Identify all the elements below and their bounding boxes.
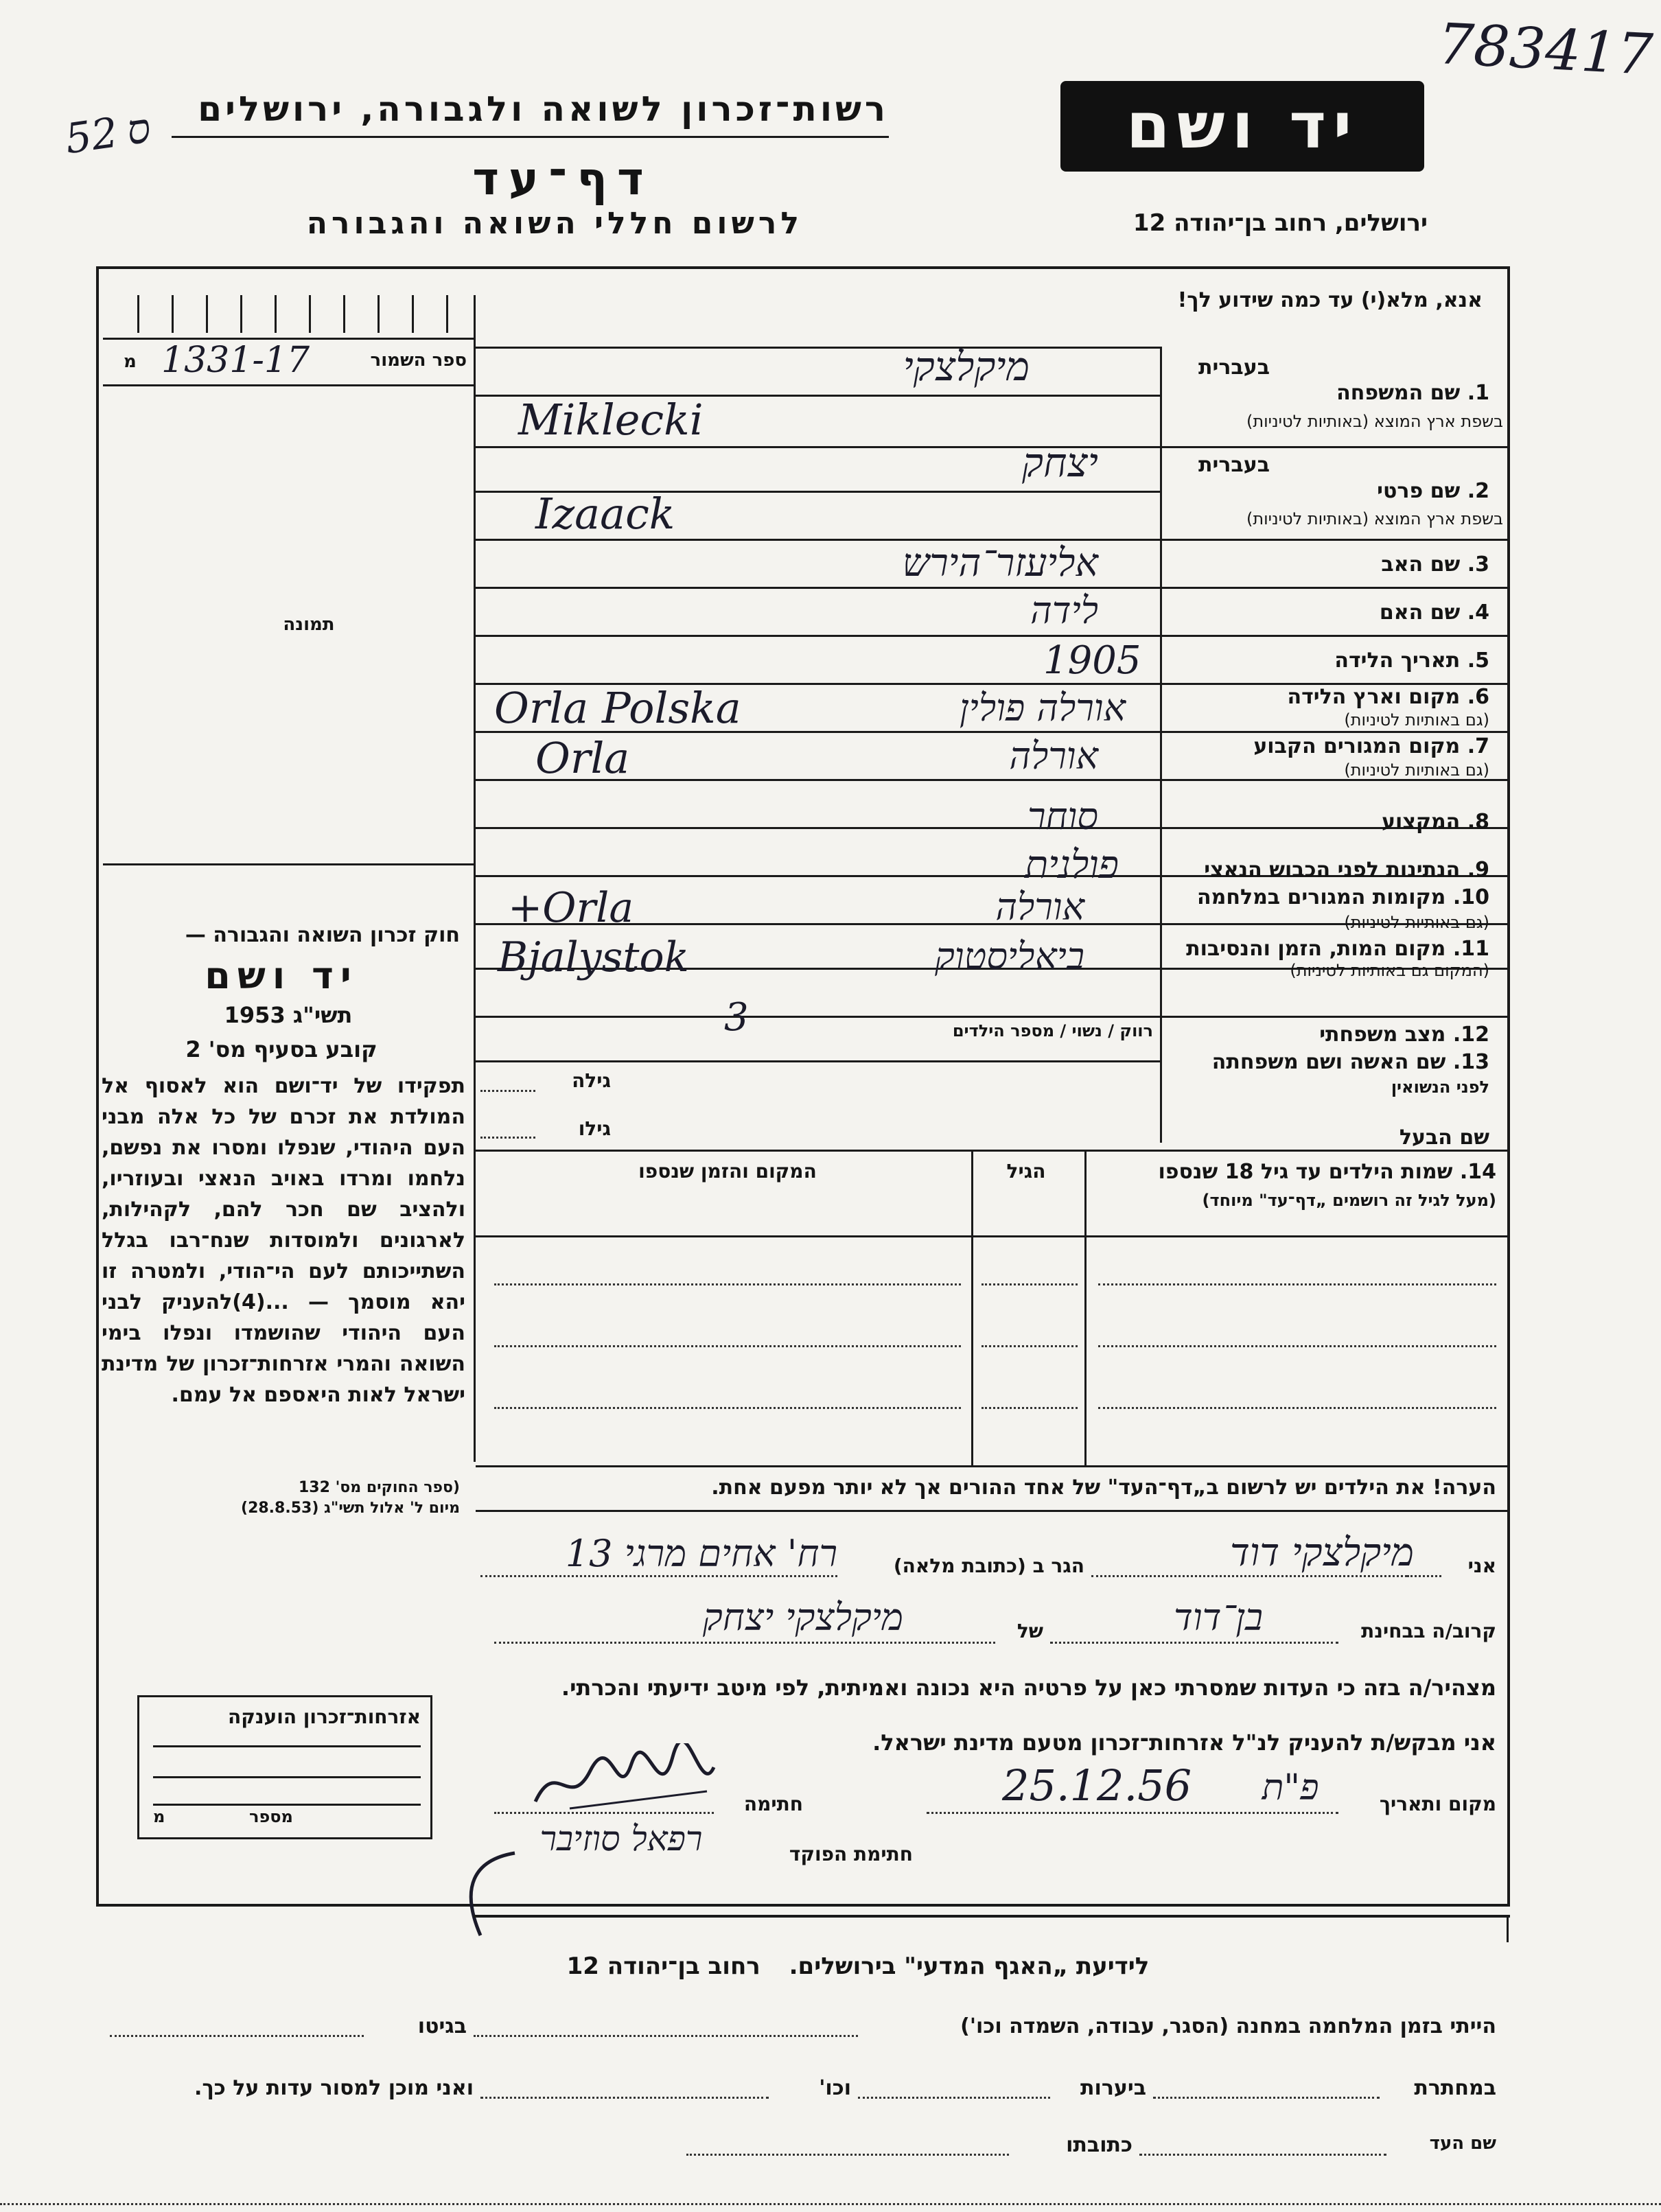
- children-table-top: [476, 1150, 1509, 1152]
- page-bottom-rule: [0, 2203, 1661, 2205]
- footer-info: [480, 1953, 1235, 1980]
- witness-relation: בן־דוד: [1173, 1596, 1264, 1639]
- field-3-name: שם האב: [1381, 552, 1461, 577]
- field-9-label: [1167, 858, 1489, 882]
- field-2-name: שם פרטי: [1377, 479, 1461, 503]
- field-2-num: 2.: [1467, 479, 1489, 503]
- field-5-num: 5.: [1467, 649, 1489, 673]
- sidebar-body: תפקידו של יד־ושם הוא לאסוף אל המולדת את זכרם של כל אלה מבני העם היהודי, שנפלו ומסרו את נפשם, נלחמו ומרדו באויב הנאצי ובעוזריו, ולהציב שם חכר להם, לקהילות, לארגונים ולמוסדות שנח־רבו בגלל השתייכותם לעם הי־הודי, ולמטרה זו יהא מוסמך — ...(4)להעניק לבני העם היהודי שהושמדו ונפלו בימי השואה והמרי אזרחות־זכרון של מדינת ישראל לאות היאספם אל עמם.: [102, 1074, 465, 1407]
- of-label: של: [1017, 1620, 1043, 1642]
- signature-label: חתימה: [743, 1793, 803, 1815]
- field-8-name: המקצוע: [1381, 810, 1461, 834]
- field-5-value: 1905: [1043, 638, 1141, 683]
- field-1-label: [1167, 381, 1489, 405]
- citizenship-number-suffix: מ: [153, 1807, 165, 1826]
- sidebar-clause: קובע בסעיף מס' 2: [185, 1036, 378, 1062]
- field-9-value-he: פולנית: [1025, 843, 1119, 887]
- husband-age-label: גילו: [578, 1117, 611, 1140]
- field-7-name: מקום המגורים הקבוע: [1253, 734, 1461, 758]
- sidebar-law-ref-1: (ספר החוקים מס' 132: [298, 1479, 460, 1496]
- footer-forests-label: ביערות: [1080, 2076, 1146, 2100]
- field-9-num: 9.: [1467, 858, 1489, 882]
- field-11-name: מקום המות, הזמן והנסיבות: [1186, 937, 1446, 961]
- field-10-name: מקומות המגורים במלחמה: [1197, 885, 1446, 909]
- field-8-value-he: סוחר: [1027, 795, 1098, 838]
- book-number-suffix: מ: [124, 351, 137, 372]
- field-10-value-he: אורלה: [995, 885, 1084, 929]
- book-number-label: ספר השמור: [370, 350, 467, 371]
- book-number-value: 1331-17: [161, 340, 310, 381]
- field-11-num: 11.: [1452, 937, 1489, 961]
- field-7-label: [1167, 734, 1489, 758]
- sidebar-year: [103, 1002, 460, 1028]
- field-12-num: 12.: [1452, 1023, 1489, 1047]
- witness-date: 25.12.56: [1002, 1760, 1192, 1811]
- authority-name: רשות־זכרון לשואה ולגבורה, ירושלים: [198, 89, 889, 129]
- place-date-label: מקום ותאריך: [1379, 1793, 1496, 1815]
- label-column-divider: [1160, 347, 1162, 1143]
- children-place-header: המקום והזמן שנספו: [638, 1160, 817, 1183]
- children-note: הערה! את הילדים יש לרשום ב„דף־העד" של אחד ההורים אך לא יותר מפעם אחת.: [711, 1476, 1496, 1500]
- wife-age-label: גילה: [572, 1069, 611, 1092]
- archive-number: 783417: [1436, 11, 1655, 89]
- children-count: 3: [724, 995, 749, 1040]
- field-1-name: שם המשפחה: [1336, 381, 1461, 405]
- corner-mark-number: 52: [62, 108, 121, 164]
- witness-signature: [528, 1743, 721, 1819]
- footer-ghetto-label: בגיטו: [417, 2014, 467, 2038]
- relation-label: קרוב/ה בבחינת: [1361, 1620, 1496, 1642]
- citizenship-number-label: מספר: [249, 1807, 293, 1826]
- footer-witness-name-label: שם העד: [1429, 2133, 1496, 2154]
- photo-bottom: [103, 863, 474, 865]
- field-4-value-he: לידה: [1030, 589, 1098, 632]
- yad-vashem-logo: [1060, 81, 1424, 172]
- sidebar-year-he: תשי"ג: [292, 1002, 353, 1028]
- field-4-label: [1167, 601, 1489, 625]
- children-age-header: הגיל: [1006, 1160, 1046, 1183]
- field-3-label: [1167, 552, 1489, 577]
- children-sub: (מעל לגיל זה רושמים „דף־עד" מיוחד): [1202, 1191, 1496, 1210]
- field-11-label: [1167, 937, 1489, 961]
- field-9-name: הנתינות לפני הכבוש הנאצי: [1204, 858, 1461, 882]
- field-10-value-latin: +Orla: [508, 884, 634, 932]
- footer-divider: [474, 1915, 1510, 1918]
- children-name: שמות הילדים עד גיל 18 שנספו: [1158, 1160, 1453, 1184]
- footer-camp-label: הייתי בזמן המלחמה במחנה (הסגר, עבודה, השמדה וכו'): [960, 2014, 1496, 2038]
- officer-signature-label: חתימת הפוקד: [789, 1843, 913, 1865]
- footer-info-title: לידיעת „האגף המדעי" בירושלים.: [789, 1953, 1150, 1980]
- field-11-value-latin: Bjalystok: [498, 933, 689, 981]
- field-10-num: 10.: [1452, 885, 1489, 909]
- family-status-options: רווק / נשוי / מספר הילדים: [952, 1021, 1153, 1040]
- field-12-name: מצב משפחתי: [1319, 1023, 1446, 1047]
- field-2-label: [1167, 479, 1489, 503]
- footer-left-border: [1507, 1915, 1509, 1942]
- photo-label: תמונה: [283, 614, 335, 635]
- field-8-label: [1167, 810, 1489, 834]
- hebrew-label-1: בעברית: [1198, 356, 1270, 380]
- field-6-sub: (גם באותיות לטיניות): [1344, 710, 1489, 730]
- officer-scrawl-icon: [446, 1846, 528, 1942]
- footer-address-label: כתובתו: [1066, 2133, 1132, 2157]
- field-3-num: 3.: [1467, 552, 1489, 577]
- field-12-label: [1167, 1023, 1489, 1047]
- sidebar-yad-vashem: יד ושם: [205, 954, 358, 997]
- citizenship-request: אני מבקש/ת להעניק לנ"ל אזרחות־זכרון מטעם מדינת ישראל.: [872, 1730, 1496, 1756]
- residing-label: הגר ב (כתובת מלאה): [893, 1555, 1084, 1577]
- field-7-sub: (גם באותיות לטיניות): [1344, 760, 1489, 780]
- field-6-num: 6.: [1467, 685, 1489, 709]
- field-5-name: תאריך הלידה: [1334, 649, 1461, 673]
- field-13-sub: לפני הנשואין: [1391, 1078, 1489, 1097]
- field-2-value-he: יצחק: [1022, 439, 1098, 486]
- witness-i-label: אני: [1467, 1555, 1496, 1577]
- relative-name: מיקלצקי יצחק: [702, 1596, 904, 1639]
- field-8-num: 8.: [1467, 810, 1489, 834]
- tick-marks: [137, 295, 467, 336]
- sidebar-divider: [474, 295, 476, 1462]
- citizenship-box: [137, 1695, 432, 1839]
- footer-underground-label: במחתרת: [1414, 2076, 1496, 2100]
- field-10-label: [1167, 885, 1489, 909]
- field-11-value-he: ביאליסטוק: [934, 935, 1084, 978]
- footer-info-address: רחוב בן־יהודה 12: [566, 1953, 760, 1980]
- witness-place: פ"ת: [1262, 1767, 1319, 1808]
- page-title: דף־עד: [472, 152, 653, 205]
- logo-text: יד ושם: [1126, 89, 1359, 163]
- corner-mark: [62, 104, 154, 164]
- field-7-num: 7.: [1467, 734, 1489, 758]
- field-6-name: מקום וארץ הלידה: [1287, 685, 1461, 709]
- book-number-bottom: [103, 384, 474, 386]
- field-13-label: [1167, 1050, 1489, 1074]
- sidebar-year-num: 1953: [224, 1002, 286, 1028]
- children-num: 14.: [1459, 1160, 1496, 1184]
- field-4-num: 4.: [1467, 601, 1489, 625]
- field-2-value-latin: Izaack: [535, 489, 675, 539]
- field-10-sub: (גם באותיות לטיניות): [1344, 913, 1489, 932]
- officer-name: רפאל סוזיבר: [539, 1819, 703, 1859]
- field-7-value-he: אורלה: [1009, 734, 1098, 778]
- witness-name: מיקלצקי דוד: [1230, 1530, 1414, 1575]
- field-3-value-he: אליעזר־הירש: [902, 541, 1098, 585]
- field-1-sub: בשפת ארץ המוצא (באותיות לטיניות): [1246, 412, 1503, 431]
- field-13-name: שם האשה ושם משפחתה: [1211, 1050, 1446, 1074]
- field-5-label: [1167, 649, 1489, 673]
- field-4-name: שם האם: [1379, 601, 1461, 625]
- corner-mark-letter: ס: [124, 104, 154, 155]
- field-1-value-he: מיקלצקי: [903, 343, 1030, 390]
- field-11-sub: (המקום גם באותיות לטיניות): [1290, 961, 1489, 980]
- sidebar-law-ref-2: מיום ל' אלול תשי"ג (28.8.53): [241, 1500, 460, 1517]
- form-instruction: אנא, מלא(י) עד כמה שידוע לך!: [1177, 288, 1483, 312]
- hebrew-label-2: בעברית: [1198, 453, 1270, 477]
- signature-scrawl-icon: [528, 1743, 721, 1819]
- field-6-value-latin: Orla Polska: [494, 683, 741, 733]
- page-subtitle: לרשום חללי השואה והגבורה: [306, 206, 803, 241]
- officer-signature-stroke: [446, 1846, 528, 1942]
- field-7-value-latin: Orla: [535, 733, 630, 783]
- husband-label: שם הבעל: [1399, 1126, 1489, 1150]
- field-6-value-he: אורלה פולין: [959, 686, 1126, 730]
- footer-etc-label: וכו': [819, 2076, 851, 2100]
- field-1-value-latin: Miklecki: [518, 395, 704, 445]
- footer-testimony-label: ואני מוכן למסור עדות על כך.: [194, 2076, 474, 2100]
- sidebar-heading: חוק זכרון השואה והגבורה —: [185, 923, 460, 947]
- declaration: מצהיר/ה בזה כי העדות שמסרתי כאן על פרטיה היא נכונה ואמיתית, לפי מיטב ידיעתי והכרתי.: [561, 1675, 1496, 1701]
- authority-underline: [172, 136, 889, 138]
- citizenship-box-title: אזרחות־זכרון הוענקה: [228, 1705, 421, 1728]
- header-address: ירושלים, רחוב בן־יהודה 12: [1132, 209, 1428, 237]
- field-13-num: 13.: [1452, 1050, 1489, 1074]
- children-label: [1091, 1160, 1496, 1184]
- field-6-label: [1167, 685, 1489, 709]
- field-1-num: 1.: [1467, 381, 1489, 405]
- field-2-sub: בשפת ארץ המוצא (באותיות לטיניות): [1246, 509, 1503, 528]
- witness-address: רח' אחים מרגי 13: [565, 1532, 837, 1575]
